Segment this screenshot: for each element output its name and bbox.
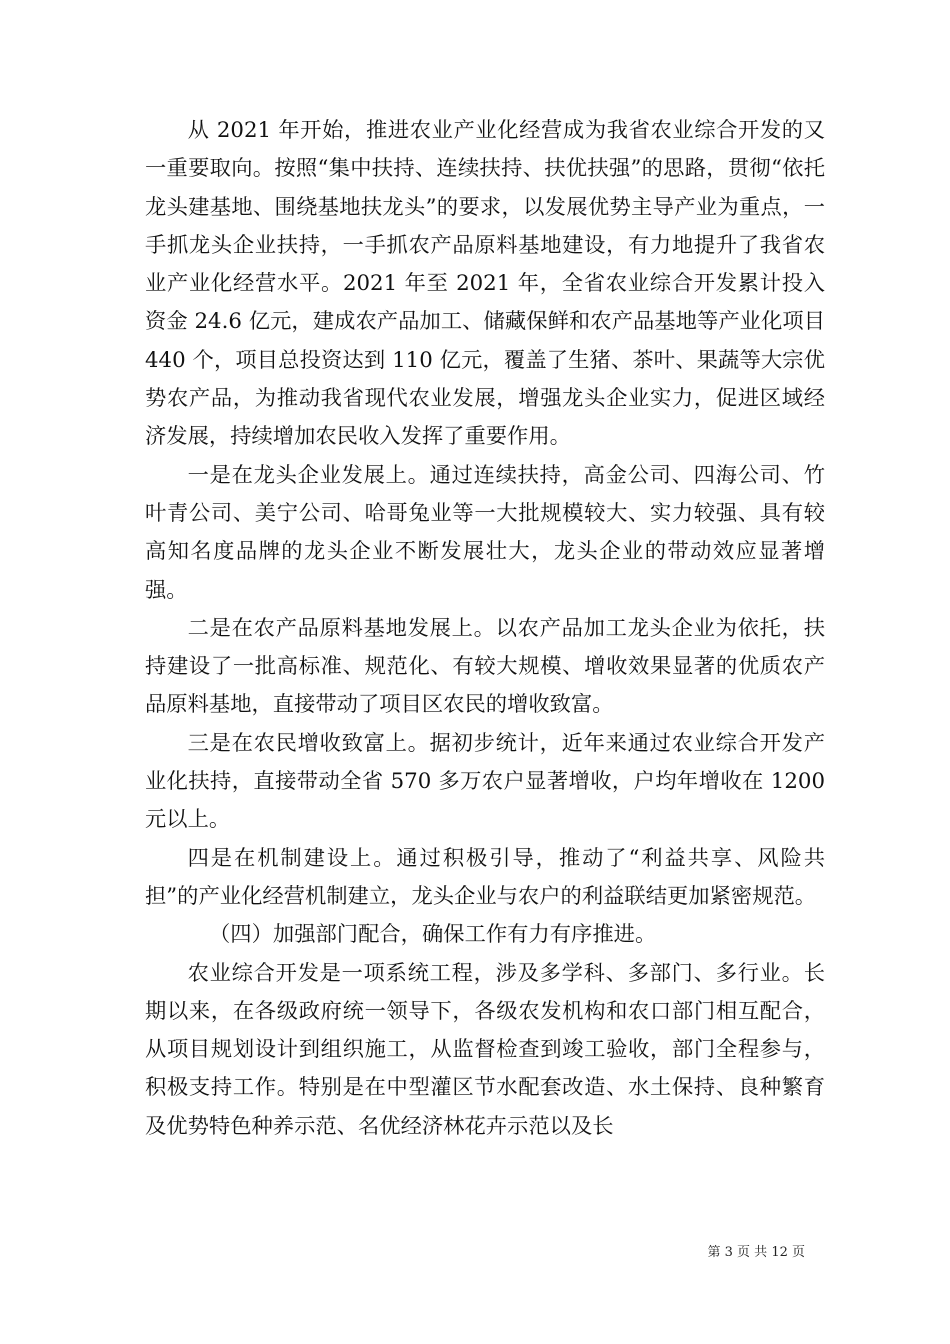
paragraph-industrialization: 从 2021 年开始，推进农业产业化经营成为我省农业综合开发的又一重要取向。按照“集中扶持、连续扶持、扶优扶强”的思路，贯彻“依托龙头建基地、围绕基地扶龙头”的要求，以发展优势主导产业为重点，一手抓龙头企业扶持，一手抓农产品原料基地建设，有力地提升了我省农业产业化经营水平。2021 年至 2021 年，全省农业综合开发累计投入资金 24.6 亿元，建成农产品加工、储藏保鲜和农产品基地等产业化项目 440 个，项目总投资达到 110 亿元，覆盖了生猪、茶叶、果蔬等大宗优势农产品，为推动我省现代农业发展，增强龙头企业实力，促进区域经济发展，持续增加农民收入发挥了重要作用。 — [145, 118, 825, 450]
paragraph-mechanism: 四是在机制建设上。通过积极引导，推动了“利益共享、风险共担”的产业化经营机制建立，龙头企业与农户的利益联结更加紧密规范。 — [145, 845, 825, 909]
paragraph-raw-material-bases: 二是在农产品原料基地发展上。以农产品加工龙头企业为依托，扶持建设了一批高标准、规范化、有较大规模、增收效果显著的优质农产品原料基地，直接带动了项目区农民的增收致富。 — [145, 615, 825, 718]
paragraph-farmer-income: 三是在农民增收致富上。据初步统计，近年来通过农业综合开发产业化扶持，直接带动全省 570 多万农户显著增收，户均年增收在 1200 元以上。 — [145, 730, 825, 833]
paragraph-leading-enterprises: 一是在龙头企业发展上。通过连续扶持，高金公司、四海公司、竹叶青公司、美宁公司、哈哥兔业等一大批规模较大、实力较强、具有较高知名度品牌的龙头企业不断发展壮大，龙头企业的带动效应显著增强。 — [145, 462, 825, 603]
paragraph-system-engineering: 农业综合开发是一项系统工程，涉及多学科、多部门、多行业。长期以来，在各级政府统一领导下，各级农发机构和农口部门相互配合，从项目规划设计到组织施工，从监督检查到竣工验收，部门全程参与，积极支持工作。特别是在中型灌区节水配套改造、水土保持、良种繁育及优势特色种养示范、名优经济林花卉示范以及长 — [145, 960, 825, 1139]
section-heading-department-cooperation: （四）加强部门配合，确保工作有力有序推进。 — [209, 922, 657, 948]
page-number-footer: 第 3 页 共 12 页 — [707, 1245, 805, 1260]
document-body — [145, 112, 825, 1146]
